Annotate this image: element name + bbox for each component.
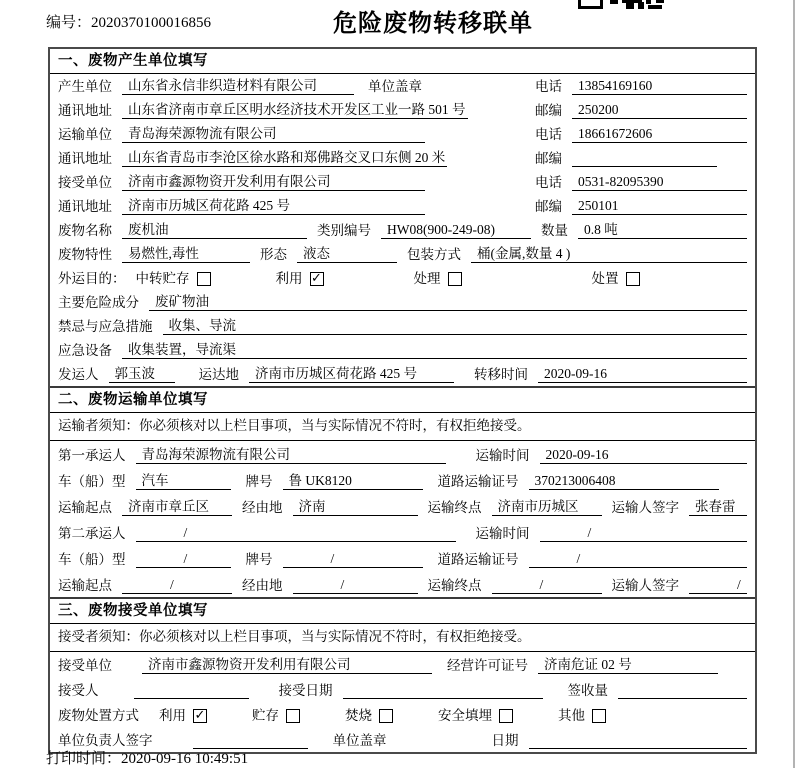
field-label: 数量 (541, 223, 568, 238)
field-value: 济南市历城区 (492, 498, 602, 516)
form-row (50, 266, 755, 290)
section-2 (50, 386, 755, 597)
row-left-group (58, 173, 525, 191)
field-value: 易燃性,毒性 (122, 245, 250, 263)
form-row (50, 170, 755, 194)
field-label: 第二承运人 (58, 526, 126, 541)
field-label: 接受人 (58, 683, 99, 698)
field-value: / (122, 576, 232, 594)
field-value (134, 681, 249, 699)
field-label: 运输终点 (427, 578, 482, 593)
field-label: 电话 (535, 79, 562, 94)
field-label: 邮编 (535, 103, 562, 118)
field-label: 应急设备 (58, 343, 112, 358)
field-value: 18661672606 (572, 125, 747, 143)
checkbox-label: 利用 (275, 271, 303, 286)
field-label: 单位负责人签字 (58, 733, 153, 748)
field-label: 接受单位 (58, 658, 112, 673)
checkbox-label: 中转贮存 (135, 271, 190, 286)
field-label: 运输终点 (427, 500, 482, 515)
field-label: 产生单位 (58, 79, 112, 94)
form-row (50, 441, 755, 467)
checkbox-label: 焚烧 (345, 708, 372, 723)
form-row (50, 652, 755, 677)
field-value: / (293, 576, 418, 594)
notice-row: 接受者须知：你必须核对以上栏目事项，当与实际情况不符时，有权拒绝接受。 (50, 624, 755, 652)
form-row (50, 122, 755, 146)
checkbox-unchecked (499, 709, 513, 723)
field-label: 邮编 (535, 151, 562, 166)
field-value (572, 149, 717, 167)
field-value: 370213006408 (529, 472, 719, 490)
field-label: 运达地 (198, 367, 239, 382)
field-label: 邮编 (535, 199, 562, 214)
field-label: 电话 (535, 175, 562, 190)
checkbox-label: 其他 (558, 708, 585, 723)
field-value: 收集装置，导流渠 (122, 341, 747, 359)
field-label: 单位盖章 (332, 733, 387, 748)
row-right-group (535, 149, 747, 167)
field-label: 道路运输证号 (437, 474, 519, 489)
checkbox-unchecked (626, 272, 640, 286)
document-number (46, 11, 211, 32)
form-row (50, 702, 755, 727)
field-label: 单位盖章 (368, 79, 422, 94)
field-value: 0.8 吨 (578, 221, 747, 239)
checkbox (592, 270, 640, 287)
field-value: / (540, 524, 748, 542)
form-row (50, 677, 755, 702)
field-label: 牌号 (245, 552, 273, 567)
section-header: 三、废物接受单位填写 (50, 599, 755, 624)
row-right-group (535, 197, 747, 215)
field-value: 250101 (572, 197, 747, 215)
form-row (50, 290, 755, 314)
document-number-label: 编号： (46, 15, 92, 31)
checkbox-checked: ✓ (311, 271, 322, 286)
field-value: 250200 (572, 101, 747, 119)
form-row (50, 242, 755, 266)
field-label: 运输人签字 (611, 578, 679, 593)
field-label: 主要危险成分 (58, 295, 139, 310)
page-right-edge (793, 0, 795, 768)
field-label: 通讯地址 (58, 103, 112, 118)
field-label: 通讯地址 (58, 151, 112, 166)
field-label: 发运人 (58, 367, 99, 382)
field-label: 经由地 (242, 500, 283, 515)
field-value (343, 681, 543, 699)
field-label: 外运目的： (58, 271, 126, 286)
form-row (50, 519, 755, 545)
row-left-group (58, 149, 525, 167)
field-label: 包装方式 (407, 247, 461, 262)
field-value: / (492, 576, 602, 594)
row-right-group (535, 173, 747, 191)
field-label: 车（船）型 (58, 552, 126, 567)
field-label: 形态 (260, 247, 287, 262)
field-value: 2020-09-16 (538, 365, 747, 383)
field-value: 桶(金属,数量 4 ) (471, 245, 747, 263)
print-time-label: 打印时间： (46, 751, 122, 767)
field-value: 液态 (297, 245, 397, 263)
field-value: 济南市鑫源物资开发利用有限公司 (122, 173, 425, 191)
field-value: / (136, 524, 456, 542)
section-3 (50, 597, 755, 752)
field-value: 0531-82095390 (572, 173, 747, 191)
field-label: 日期 (491, 733, 519, 748)
field-value: 济南 (293, 498, 418, 516)
field-label: 经营许可证号 (447, 658, 528, 673)
field-label: 运输单位 (58, 127, 112, 142)
checkbox (438, 707, 513, 724)
section-header: 一、废物产生单位填写 (50, 49, 755, 74)
row-left-group (58, 125, 525, 143)
row-right-group (535, 125, 747, 143)
manifest-form-table (48, 47, 757, 754)
field-value: 青岛海荣源物流有限公司 (122, 125, 425, 143)
field-value: 济南市章丘区 (122, 498, 232, 516)
checkbox-label: 处置 (591, 271, 619, 286)
field-label: 禁忌与应急措施 (58, 319, 153, 334)
field-label: 通讯地址 (58, 199, 112, 214)
form-row (50, 194, 755, 218)
field-label: 转移时间 (474, 367, 528, 382)
field-value (618, 681, 747, 699)
checkbox (159, 707, 207, 724)
field-label: 牌号 (245, 474, 273, 489)
checkbox-unchecked (592, 709, 606, 723)
field-label: 第一承运人 (58, 448, 126, 463)
row-right-group (535, 101, 747, 119)
field-value: / (136, 550, 231, 568)
checkbox-label: 处理 (413, 271, 441, 286)
field-label: 电话 (535, 127, 562, 142)
checkbox-checked: ✓ (194, 708, 206, 723)
field-label: 废物名称 (58, 223, 112, 238)
checkbox (136, 270, 211, 287)
field-label: 运输起点 (58, 578, 112, 593)
form-row (50, 571, 755, 597)
field-value: 济南市鑫源物资开发利用有限公司 (142, 656, 432, 674)
row-left-group (58, 197, 525, 215)
field-label: 废物特性 (58, 247, 112, 262)
checkbox (558, 707, 606, 724)
field-label: 类别编号 (317, 223, 371, 238)
checkbox (276, 270, 324, 287)
form-row (50, 545, 755, 571)
field-value: / (689, 576, 747, 594)
row-right-group (535, 77, 747, 95)
field-value: 张春雷 (689, 498, 747, 516)
field-value: 收集、导流 (163, 317, 748, 335)
field-value: 山东省永信非织造材料有限公司 (122, 77, 354, 95)
page-title: 危险废物转移联单 (333, 10, 533, 37)
section-header: 二、废物运输单位填写 (50, 388, 755, 413)
checkbox-label: 利用 (159, 708, 186, 723)
field-value: 济南危证 02 号 (538, 656, 718, 674)
field-value (529, 731, 748, 749)
field-value: 山东省济南市章丘区明水经济技术开发区工业一路 501 号 (122, 101, 468, 119)
qr-code-fragment (578, 0, 666, 10)
form-row (50, 493, 755, 519)
field-value: 汽车 (136, 472, 231, 490)
checkbox-unchecked (448, 272, 462, 286)
field-value: 郭玉波 (109, 365, 175, 383)
row-left-group (58, 101, 525, 119)
field-label: 运输时间 (475, 448, 530, 463)
field-label: 运输时间 (475, 526, 530, 541)
print-time (46, 747, 248, 768)
field-value: / (283, 550, 423, 568)
print-time-value: 2020-09-16 10:49:51 (121, 751, 249, 767)
checkbox-unchecked (286, 709, 300, 723)
field-value: 济南市历城区荷花路 425 号 (122, 197, 425, 215)
field-label: 经由地 (242, 578, 283, 593)
checkbox-unchecked (379, 709, 393, 723)
field-value: 废矿物油 (149, 293, 747, 311)
row-left-group (58, 77, 525, 95)
form-row (50, 467, 755, 493)
form-row (50, 338, 755, 362)
field-label: 道路运输证号 (437, 552, 519, 567)
field-label: 废物处置方式 (58, 708, 139, 723)
field-value: 济南市历城区荷花路 425 号 (249, 365, 454, 383)
checkbox-unchecked (197, 272, 211, 286)
notice-row: 运输者须知：你必须核对以上栏目事项，当与实际情况不符时，有权拒绝接受。 (50, 413, 755, 441)
field-value: HW08(900-249-08) (381, 221, 531, 239)
field-value: 2020-09-16 (540, 446, 748, 464)
field-value: 鲁 UK8120 (283, 472, 423, 490)
form-row (50, 74, 755, 98)
field-value: / (529, 550, 748, 568)
checkbox (345, 707, 393, 724)
field-label: 运输人签字 (611, 500, 679, 515)
field-label: 运输起点 (58, 500, 112, 515)
form-row (50, 146, 755, 170)
field-value: 山东省青岛市李沧区徐水路和郑佛路交叉口东侧 20 米 (122, 149, 447, 167)
field-label: 签收量 (567, 683, 608, 698)
field-label: 接受日期 (278, 683, 333, 698)
form-row (50, 98, 755, 122)
field-value: 13854169160 (572, 77, 747, 95)
form-row (50, 362, 755, 386)
checkbox-label: 贮存 (252, 708, 279, 723)
field-label: 接受单位 (58, 175, 112, 190)
section-1 (50, 49, 755, 386)
form-row (50, 218, 755, 242)
checkbox (414, 270, 462, 287)
document-number-value: 2020370100016856 (91, 15, 212, 31)
form-row (50, 314, 755, 338)
field-label: 车（船）型 (58, 474, 126, 489)
field-value: 废机油 (122, 221, 307, 239)
field-value: 青岛海荣源物流有限公司 (136, 446, 446, 464)
checkbox-label: 安全填埋 (438, 708, 492, 723)
checkbox (252, 707, 300, 724)
